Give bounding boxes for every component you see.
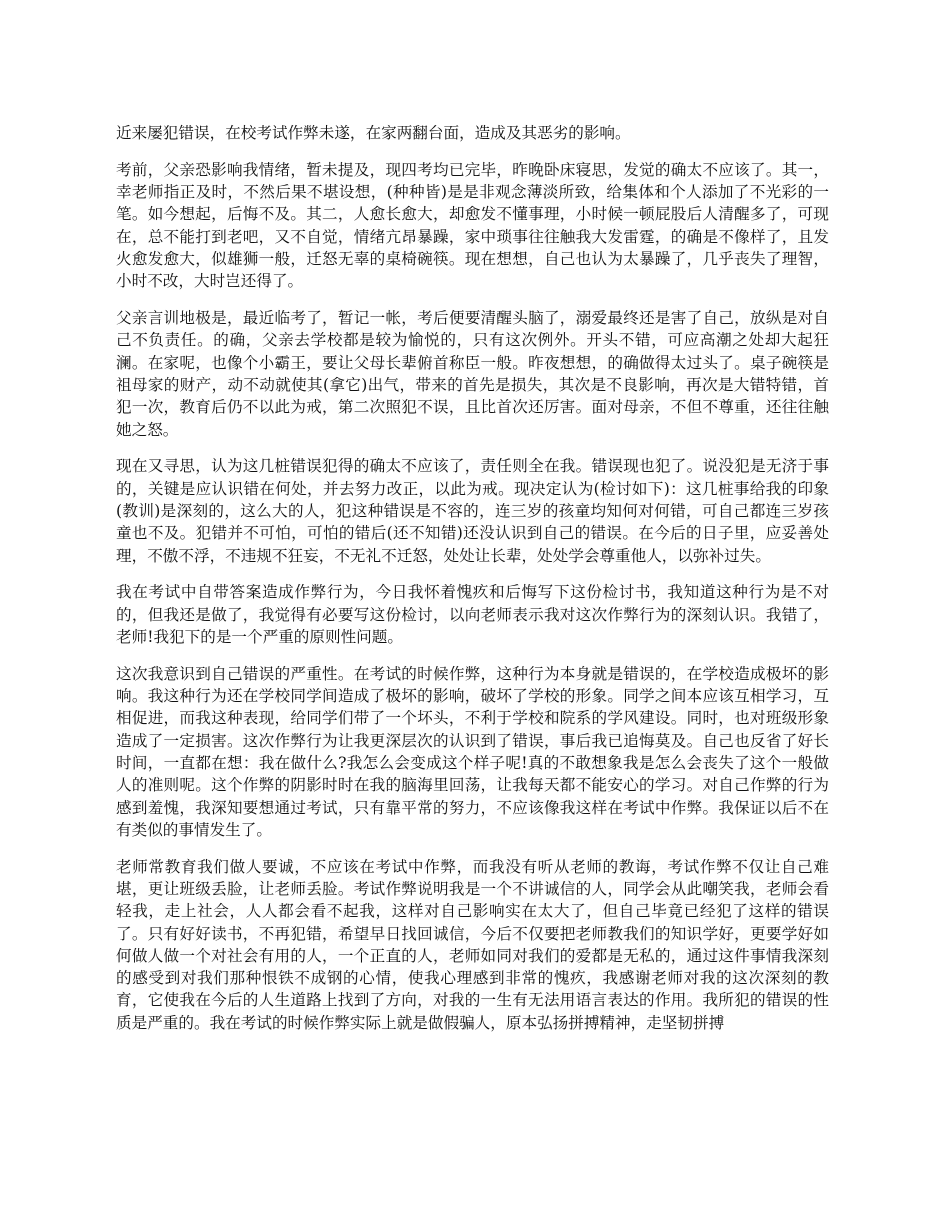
paragraph-teacher-education: 老师常教育我们做人要诚，不应该在考试中作弊，而我没有听从老师的教诲，考试作弊不仅让自己难堪，更让班级丢脸，让老师丢脸。考试作弊说明我是一个不讲诚信的人，同学会从此嘲笑我，老师会看轻我，走上社会，人人都会看不起我，这样对自己影响实在太大了，但自己毕竟已经犯了这样的错误了。只有好好读书，不再犯错，希望早日找回诚信，今后不仅要把老师教我们的知识学好，更要学好如何做人做一个对社会有用的人，一个正直的人，老师如同对我们的爱都是无私的，通过这件事情我深刻的感受到对我们那种恨铁不成钢的心情，使我心理感到非常的愧疚，我感谢老师对我的这次深刻的教育，它使我在今后的人生道路上找到了方向，对我的一生有无法用语言表达的作用。我所犯的错误的性质是严重的。我在考试的时候作弊实际上就是做假骗人，原本弘扬拼搏精神，走坚韧拼搏 bbox=[116, 857, 829, 1032]
paragraph-reflection: 现在又寻思，认为这几桩错误犯得的确太不应该了，责任则全在我。错误现也犯了。说没犯是无济于事的，关键是应认识错在何处，并去努力改正，以此为戒。现决定认为(检讨如下)：这几桩事给我的印象(教训)是深刻的，这么大的人，犯这种错误是不容的，连三岁的孩童均知何对何错，可自己都连三岁孩童也不及。犯错并不可怕，可怕的错后(还不知错)还没认识到自己的错误。在今后的日子里，应妥善处理，不傲不浮，不违规不狂妄，不无礼不迁怒，处处让长辈，处处学会尊重他人，以弥补过失。 bbox=[116, 457, 829, 565]
paragraph-before-exam: 考前，父亲恐影响我情绪，暂未提及，现四考均已完毕，昨晚卧床寝思，发觉的确太不应该了。其一，幸老师指正及时，不然后果不堪设想，(种种皆)是是非观念薄淡所致，给集体和个人添加了不光彩的一笔。如今想起，后悔不及。其二，人愈长愈大，却愈发不懂事理，小时候一顿屁股后人清醒多了，可现在，总不能打到老吧，又不自觉，情绪亢昂暴躁，家中琐事往往触我大发雷霆，的确是不像样了，且发火愈发愈大，似雄狮一般，迁怒无辜的桌椅碗筷。现在想想，自己也认为太暴躁了，几乎丧失了理智，小时不改，大时岂还得了。 bbox=[116, 160, 829, 291]
paragraph-father-advice: 父亲言训地极是，最近临考了，暂记一帐，考后便要清醒头脑了，溺爱最终还是害了自己，放纵是对自己不负责任。的确，父亲去学校都是较为愉悦的，只有这次例外。开头不错，可应高潮之处却大起狂澜。在家呢，也像个小霸王，要让父母长辈俯首称臣一般。昨夜想想，的确做得太过头了。桌子碗筷是祖母家的财产，动不动就使其(拿它)出气，带来的首先是损失，其次是不良影响，再次是大错特错，首犯一次，教育后仍不以此为戒，第二次照犯不误，且比首次还厉害。面对母亲，不但不尊重，还往往触她之怒。 bbox=[116, 309, 829, 439]
paragraph-intro: 近来屡犯错误，在校考试作弊未遂，在家两翻台面，造成及其恶劣的影响。 bbox=[116, 124, 631, 142]
paragraph-seriousness: 这次我意识到自己错误的严重性。在考试的时候作弊，这种行为本身就是错误的，在学校造成极坏的影响。我这种行为还在学校同学间造成了极坏的影响，破坏了学校的形象。同学之间本应该互相学习，互相促进，而我这种表现，给同学们带了一个坏头，不利于学校和院系的学风建设。同时，也对班级形象造成了一定损害。这次作弊行为让我更深层次的认识到了错误，事后我已追悔莫及。自己也反省了好长时间，一直都在想：我在做什么?我怎么会变成这个样子呢!真的不敢想象我是怎么会丧失了这个一般做人的准则呢。这个作弊的阴影时时在我的脑海里回荡，让我每天都不能安心的学习。对自己作弊的行为感到羞愧，我深知要想通过考试，只有靠平常的努力，不应该像我这样在考试中作弊。我保证以后不在有类似的事情发生了。 bbox=[116, 664, 829, 839]
paragraph-exam-cheating: 我在考试中自带答案造成作弊行为，今日我怀着愧疚和后悔写下这份检讨书，我知道这种行为是不对的，但我还是做了，我觉得有必要写这份检讨，以向老师表示我对这次作弊行为的深刻认识。我错了，老师!我犯下的是一个严重的原则性问题。 bbox=[116, 583, 829, 646]
document-body bbox=[116, 122, 829, 1048]
